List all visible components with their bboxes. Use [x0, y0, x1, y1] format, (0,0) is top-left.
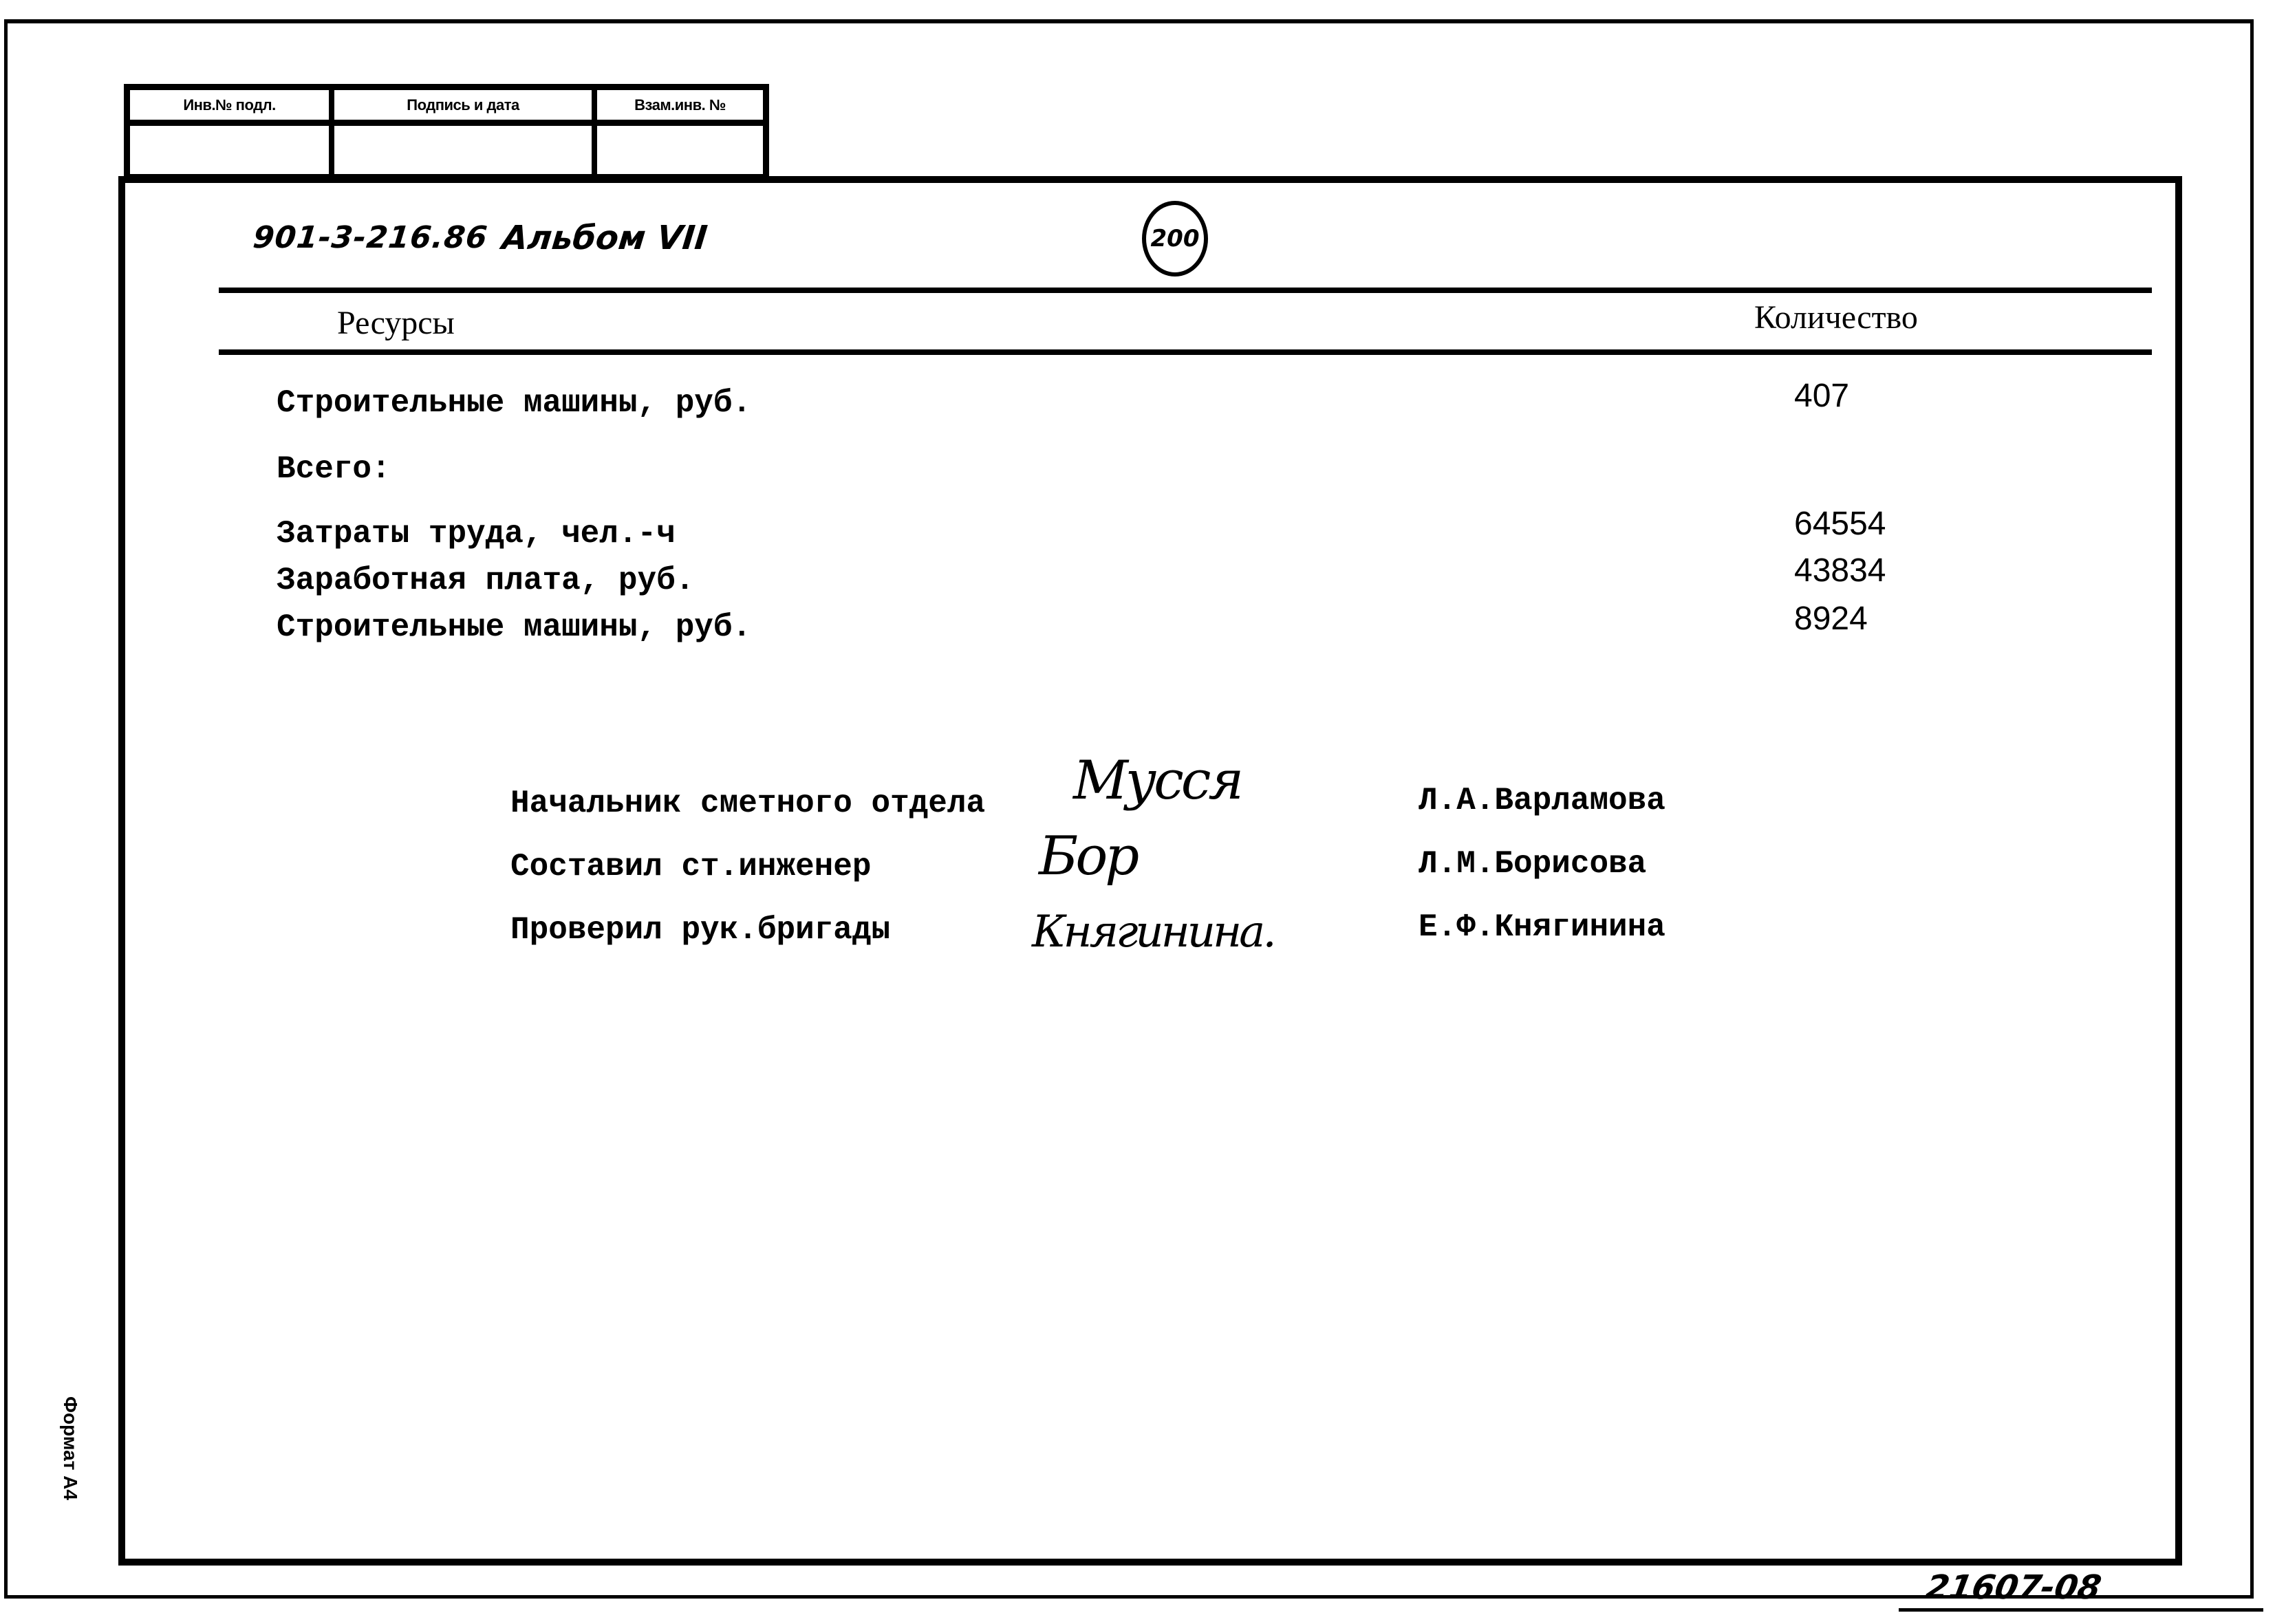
- signatory-name: Л.М.Борисова: [1419, 846, 1647, 882]
- paper-format-label: Формат А4: [60, 1396, 81, 1500]
- approval-stamp-table: [124, 84, 769, 180]
- signature-role: Начальник сметного отдела: [510, 786, 986, 821]
- stamp-header-inventory: Инв.№ подл.: [130, 90, 334, 126]
- header-top-rule: [219, 288, 2152, 293]
- row-value: 407: [1794, 378, 1850, 414]
- header-bottom-rule: [219, 349, 2152, 355]
- signatory-name: Л.А.Варламова: [1419, 783, 1665, 819]
- row-value: 8924: [1794, 600, 1868, 637]
- row-label: Строительные машины, руб.: [277, 385, 752, 421]
- row-label: Строительные машины, руб.: [277, 609, 752, 645]
- stamp-value-inventory: [130, 126, 334, 174]
- stamp-value-signature-date: [334, 126, 597, 174]
- document-code: 901-3-216.86: [251, 220, 490, 255]
- handwritten-signature: Княгинина.: [1032, 907, 1274, 957]
- column-header-resources: Ресурсы: [337, 305, 455, 341]
- column-header-quantity: Количество: [1754, 299, 1918, 336]
- row-label: Затраты труда, чел.-ч: [277, 516, 676, 552]
- signature-role: Проверил рук.бригады: [510, 912, 891, 948]
- sheet-number: 21607-08: [1923, 1568, 2104, 1607]
- handwritten-signature: Бор: [1039, 825, 1137, 887]
- row-label-total: Всего:: [277, 451, 391, 487]
- album-label: Альбом VII: [500, 219, 709, 257]
- inner-drawing-frame: [118, 176, 2182, 1566]
- page-number-circle: [1142, 201, 1208, 277]
- row-label: Заработная плата, руб.: [277, 563, 695, 598]
- row-value: 64554: [1794, 506, 1886, 542]
- signature-role: Составил ст.инженер: [510, 849, 872, 885]
- stamp-value-replacement: [597, 126, 763, 174]
- stamp-header-signature-date: Подпись и дата: [334, 90, 597, 126]
- row-value: 43834: [1794, 552, 1886, 589]
- sheet-number-underline: [1899, 1608, 2263, 1612]
- stamp-header-replacement: Взам.инв. №: [597, 90, 763, 126]
- signatory-name: Е.Ф.Княгинина: [1419, 909, 1665, 945]
- handwritten-signature: Мусся: [1073, 750, 1242, 812]
- page-number: 200: [1150, 225, 1200, 252]
